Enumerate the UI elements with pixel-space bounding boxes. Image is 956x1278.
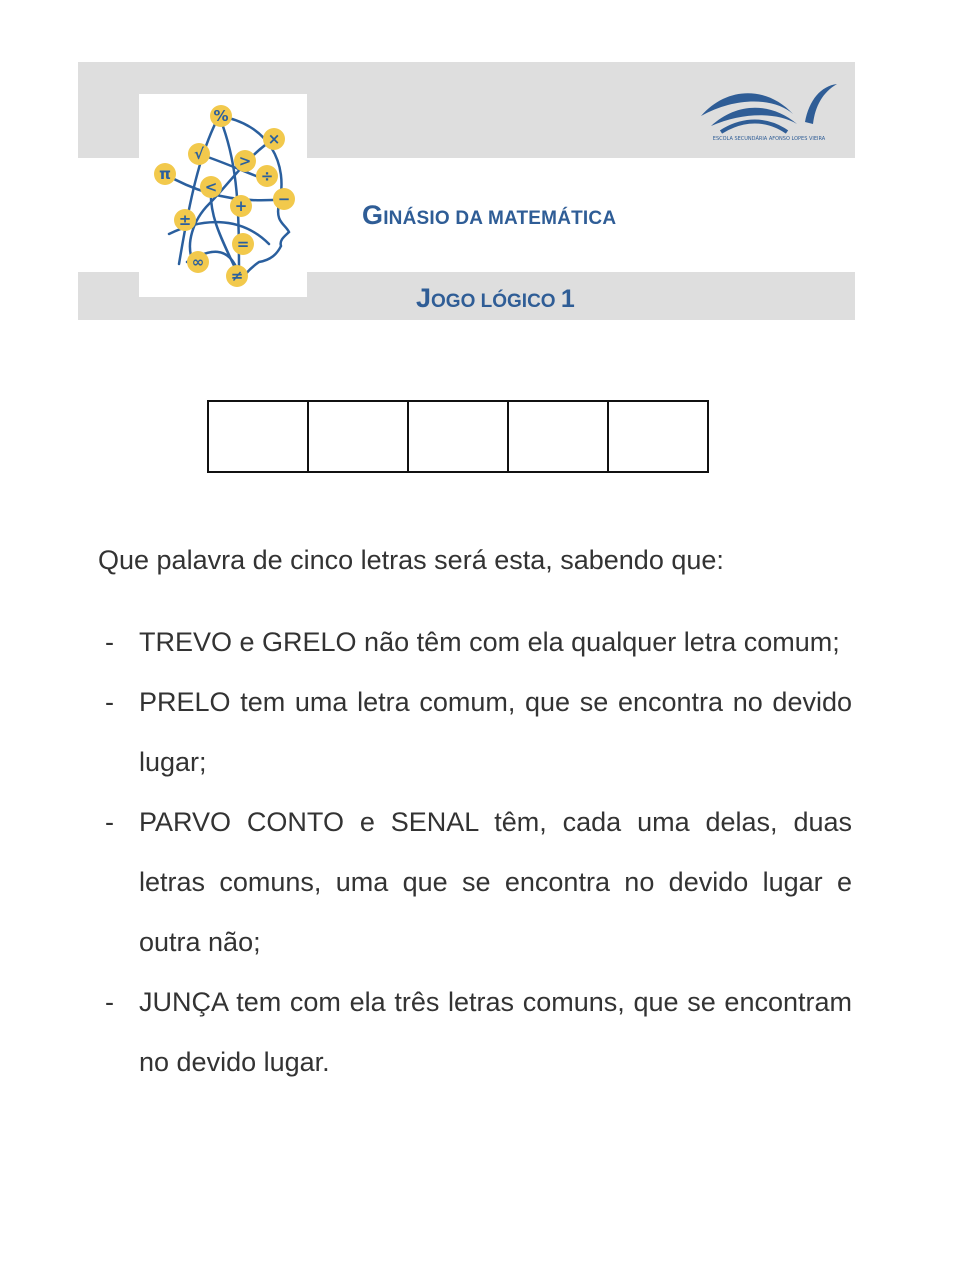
title-initial: G <box>362 200 384 230</box>
list-item <box>105 612 852 672</box>
answer-box[interactable] <box>207 400 309 473</box>
question-text: Que palavra de cinco letras será esta, sabendo que: <box>98 545 724 575</box>
answer-boxes <box>207 400 709 473</box>
page-subtitle <box>416 283 575 314</box>
subtitle-initial: J <box>416 283 432 313</box>
clue-text: PRELO tem uma letra comum, que se encontra no devido lugar; <box>139 687 852 777</box>
page-title <box>362 200 616 231</box>
logo-symbol: − <box>277 190 291 208</box>
clue-text: PARVO CONTO e SENAL têm, cada uma delas, duas letras comuns, uma que se encontra no devido lugar e outra não; <box>139 807 852 957</box>
clue-dash: - <box>105 627 114 657</box>
clue-dash: - <box>105 687 114 717</box>
logo-symbol: + <box>234 197 248 215</box>
school-name-text: ESCOLA SECUNDÁRIA AFONSO LOPES VIEIRA <box>712 136 826 142</box>
logo-symbol: ÷ <box>260 167 274 185</box>
list-item <box>105 972 852 1092</box>
title-rest: INÁSIO DA MATEMÁTICA <box>383 208 617 229</box>
clue-dash: - <box>105 807 114 837</box>
clue-text: JUNÇA tem com ela três letras comuns, que se encontram no devido lugar. <box>139 987 852 1077</box>
logo-symbol: π <box>159 165 171 183</box>
logo-symbol: ≠ <box>230 267 244 285</box>
logo-symbol: ± <box>178 211 192 229</box>
logo-symbol: < <box>204 178 218 196</box>
subtitle-rest: OGO LÓGICO <box>431 291 561 312</box>
logo-symbol: % <box>213 107 229 125</box>
list-item <box>105 792 852 972</box>
logo-symbol: √ <box>193 145 205 163</box>
school-logo <box>697 78 841 144</box>
clue-text: TREVO e GRELO não têm com ela qualquer letra comum; <box>139 627 840 657</box>
answer-box[interactable] <box>607 400 709 473</box>
subtitle-number: 1 <box>560 285 575 313</box>
answer-box[interactable] <box>507 400 609 473</box>
clue-list <box>105 612 852 1092</box>
logo-symbol: = <box>236 235 250 253</box>
logo-symbol: × <box>267 130 281 148</box>
math-head-icon <box>139 94 307 297</box>
clue-dash: - <box>105 987 114 1017</box>
logo-symbol: ∞ <box>191 253 205 271</box>
math-gym-logo <box>139 94 307 297</box>
logo-symbol: > <box>238 152 252 170</box>
answer-box[interactable] <box>307 400 409 473</box>
list-item <box>105 672 852 792</box>
answer-box[interactable] <box>407 400 509 473</box>
